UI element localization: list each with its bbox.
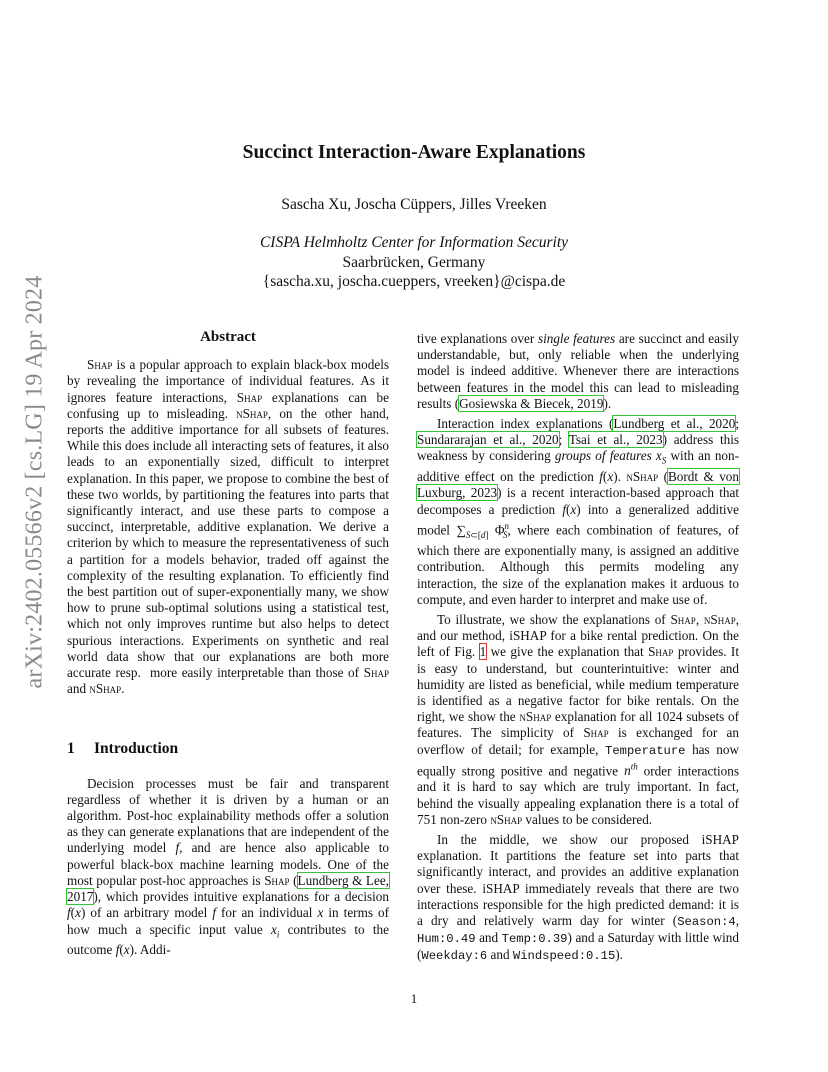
location: Saarbrücken, Germany xyxy=(342,253,486,271)
citation-gosiewska-biecek-2019[interactable]: Gosiewska & Biecek, 2019 xyxy=(459,395,604,411)
affiliation xyxy=(0,233,828,292)
left-column xyxy=(67,329,389,959)
figure-reference-1[interactable]: 1 xyxy=(479,644,487,660)
institution: CISPA Helmholtz Center for Information Security xyxy=(259,234,569,251)
emails: {sascha.xu, joscha.cueppers, vreeken}@cispa.de xyxy=(262,273,566,290)
author-list: Sascha Xu, Joscha Cüppers, Jilles Vreeken xyxy=(281,196,547,213)
page-number: 1 xyxy=(410,991,418,1006)
citation-bordt-luxburg-2023[interactable]: Bordt & von Luxburg, 2023 xyxy=(417,469,739,501)
section-heading-introduction xyxy=(67,741,389,757)
citation-sundararajan-2020[interactable]: Sundararajan et al., 2020 xyxy=(417,432,559,448)
right-column xyxy=(417,331,739,965)
citation-lundberg-2020[interactable]: Lundberg et al., 2020 xyxy=(613,416,736,432)
arxiv-identifier-text: arXiv:2402.05566v2 [cs.LG] 19 Apr 2024 xyxy=(21,275,48,688)
arxiv-identifier xyxy=(20,275,50,688)
citation-lundberg-lee-2017[interactable]: Lundberg & Lee, 2017 xyxy=(67,872,389,905)
introduction-paragraph-4: In the middle, we show our proposed iSHAP explanation. It partitions the feature set into parts that significantly interact, and provides an additive explanation over these. iSHAP immediately reveals that there are two interactions responsible for the high predicted demand: it is a dry and relatively warm day for winter (Season:4, Hum:0.49 and Temp:0.39) and a Saturday with little wind (Weekday:6 and Windspeed:0.15). xyxy=(417,831,739,964)
section-title: Introduction xyxy=(94,740,179,758)
introduction-paragraph-2: Interaction index explanations (Lundberg et al., 2020; Sundararajan et al., 2020; Tsai et al., 2023) address this weakness by considering groups of features $x_S$ with an non-additive effect on the prediction f(x). nShap (Bordt & von Luxburg, 2023) is a recent interaction-based approach that decomposes a prediction f(x) into a generalized additive model $\sum_{S\subset[d]}$ $\Phi^n_S$, where each combination of features, of which there are exponentially many, is assigned an additive contribution. Although this permits modeling any interaction, the size of the explanation makes it arduous to compute, and even harder to interpret and make use of. xyxy=(417,416,740,607)
paper-title: Succinct Interaction-Aware Explanations xyxy=(242,142,586,163)
introduction-paragraph-1-continued: tive explanations over single features are succinct and easily understandable, but, only reliable when the underlying model is indeed additive. Whenever there are interactions between features in the model this can lead to misleading results (Gosiewska & Biecek, 2019). xyxy=(417,331,740,411)
introduction-paragraph-1: Decision processes must be fair and transparent regardless of whether it is driven by a human or an algorithm. Post-hoc explainability methods offer a solution as they can generate explanations that are independent of the underlying model f, and are hence also applicable to powerful black-box machine learning models. One of the most popular post-hoc approaches is Shap (Lundberg & Lee, 2017), which provides intuitive explanations for a decision f(x) of an arbitrary model f for an individual x in terms of how much a specific input value $x_i$ contributes to the outcome f(x). Addi- xyxy=(67,775,389,958)
citation-tsai-2023[interactable]: Tsai et al., 2023 xyxy=(568,432,663,448)
introduction-paragraph-3: To illustrate, we show the explanations of Shap, nShap, and our method, iSHAP for a bike rental prediction. On the left of Fig. 1 we give the explanation that Shap provides. It is easy to understand, but counterintuitive: winter and humidity are listed as beneficial, while medium temperature is identified as a negative factor for bike rentals. On the right, we show the nShap explanation for all 1024 subsets of features. The simplicity of Shap is exchanged for an overflow of detail; for example, Temperature has now equally strong positive and negative $n^{th}$ order interactions and it is hard to say which are truly important. In fact, behind the visually appealing explanation there is a total of 751 non-zero nShap values to be considered. xyxy=(417,611,740,827)
section-number: 1 xyxy=(67,740,75,758)
abstract-heading: Abstract xyxy=(200,329,256,345)
abstract-text: Shap is a popular approach to explain black-box models by revealing the importance of individual features. As it ignores feature interactions, Shap explanations can be confusing up to misleading. nShap, on the other hand, reports the additive importance for all subsets of features. While this does include all interacting sets of features, it also leads to an exponentially sized, difficult to interpret explanation. In this paper, we propose to combine the best of these two worlds, by partitioning the features into parts that significantly interact, and use these parts to compose a succinct, interpretable, additive explanation. We derive a criterion by which to measure the representativeness of such a partition for a models behavior, traded off against the complexity of the resulting explanation. To efficiently find the best partition out of super-exponentially many, we show how to prune sub-optimal solutions using a statistical test, which not only improves runtime but also helps to detect spurious interactions. Experiments on synthetic and real world data show that our explanations are both more accurate resp. more easily interpretable than those of Shap and nShap. xyxy=(67,357,389,697)
